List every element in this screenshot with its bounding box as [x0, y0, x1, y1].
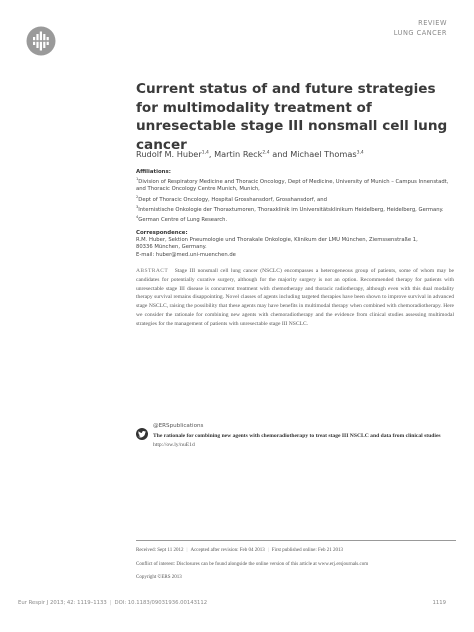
citation-text: Eur Respir J 2013; 42: 1119–1133	[18, 600, 107, 606]
accepted-date: Accepted after revision: Feb 04 2013	[190, 548, 265, 553]
correspondence-block	[136, 237, 454, 259]
tweet-text	[153, 432, 453, 449]
affiliation-number: 4	[136, 214, 139, 219]
affiliation-item	[136, 176, 454, 194]
section-type: REVIEW	[418, 19, 447, 27]
affiliation-number: 1	[136, 177, 139, 181]
author-list	[136, 149, 456, 159]
tweet-message: The rationale for combining new agents with chemoradiotherapy to treat stage III NSCLC and data from clinical studies	[153, 433, 441, 439]
affiliation-item	[136, 194, 454, 204]
doi[interactable]: DOI: 10.1183/09031936.00143112	[114, 600, 208, 606]
section-label	[394, 18, 447, 38]
affiliation-number: 3	[136, 204, 139, 209]
published-date: First published online: Feb 21 2013	[271, 548, 344, 553]
section-topic: LUNG CANCER	[393, 29, 447, 37]
author-affiliation-ref: 2,4	[262, 150, 270, 156]
abstract-text: Stage III nonsmall cell lung cancer (NSCLC) encompasses a heterogeneous group of patients, some of whom may be candidates for potentially curative surgery, although for the majority surgery is not an option. Recommended therapy for patients with unresectable stage III disease is concurrent treatment with chemotherapy and thoracic radiotherapy, although even with this dual modality therapy survival remains disappointing. Novel classes of agents including targeted therapies have been shown to improve survival in advanced stage NSCLC, raising the possibility that these agents may have benefits in multimodal therapy when combined with chemoradiotherapy. Here we consider the rationale for combining new agents with chemoradiotherapy and the evidence from clinical studies assessing multimodal strategies for the management of patients with unresectable stage III NSCLC.	[136, 268, 455, 327]
journal-citation: Eur Respir J 2013; 42: 1119–1133 | DOI: 10.1183/09031936.00143112	[18, 600, 208, 606]
affiliations-heading: Affiliations:	[136, 169, 171, 175]
footer-divider	[136, 540, 456, 541]
author-separator: ,	[208, 149, 215, 159]
abstract	[136, 267, 454, 329]
author-affiliation-ref: 1,4	[201, 150, 209, 156]
affiliation-number: 2	[136, 194, 139, 199]
affiliation-text: German Centre of Lung Research.	[138, 216, 228, 223]
author-name: Rudolf M. Huber	[136, 149, 202, 159]
twitter-bird-icon	[136, 428, 148, 440]
abstract-label: ABSTRACT	[136, 268, 169, 274]
article-title: Current status of and future strategies for multimodality treatment of unresectable stage III nonsmall cell lung cancer	[136, 81, 448, 153]
ers-logo-icon	[26, 26, 56, 56]
correspondence-address: R.M. Huber, Sektion Pneumologie und Thorakale Onkologie, Klinikum der LMU München, Ziemssenstraße 1,	[136, 237, 418, 243]
copyright: Copyright ©ERS 2013	[136, 575, 182, 580]
author-separator: and	[269, 149, 291, 159]
correspondence-heading: Correspondence:	[136, 230, 188, 236]
author-name: Michael Thomas	[290, 149, 357, 159]
affiliation-text: Division of Respiratory Medicine and Thoracic Oncology, Dept of Medicine, University of Munich – Campus Innenstadt, and Thoracic Oncology Centre Munich, Munich,	[136, 178, 449, 193]
twitter-handle[interactable]: @ERSpublications	[153, 423, 204, 429]
affiliation-item	[136, 204, 454, 214]
affiliation-text: Dept of Thoracic Oncology, Hospital Grosshansdorf, Grosshansdorf, and	[138, 196, 327, 203]
author-name: Martin Reck	[214, 149, 263, 159]
received-date: Received: Sept 11 2012	[136, 548, 184, 553]
affiliation-item	[136, 214, 454, 224]
correspondence-city: 80336 München, Germany.	[136, 244, 207, 251]
correspondence-email[interactable]: E-mail: huber@med.uni-muenchen.de	[136, 251, 236, 258]
page-number: 1119	[432, 600, 446, 606]
affiliations-list	[136, 176, 454, 224]
conflict-of-interest: Conflict of interest: Disclosures can be found alongside the online version of this article at www.erj.ersjournals.com	[136, 562, 369, 567]
affiliation-text: Internistische Onkologie der Thoraxtumoren, Thoraxklinik im Universitätsklinikum Heidelberg, Heidelberg, Germany.	[138, 206, 444, 213]
author-affiliation-ref: 3,4	[356, 150, 364, 156]
tweet-link[interactable]: http://ow.ly/nuE1d	[153, 441, 195, 448]
article-dates: Received: Sept 11 2012 | Accepted after revision: Feb 04 2013 | First published online: Feb 21 2013	[136, 548, 344, 553]
